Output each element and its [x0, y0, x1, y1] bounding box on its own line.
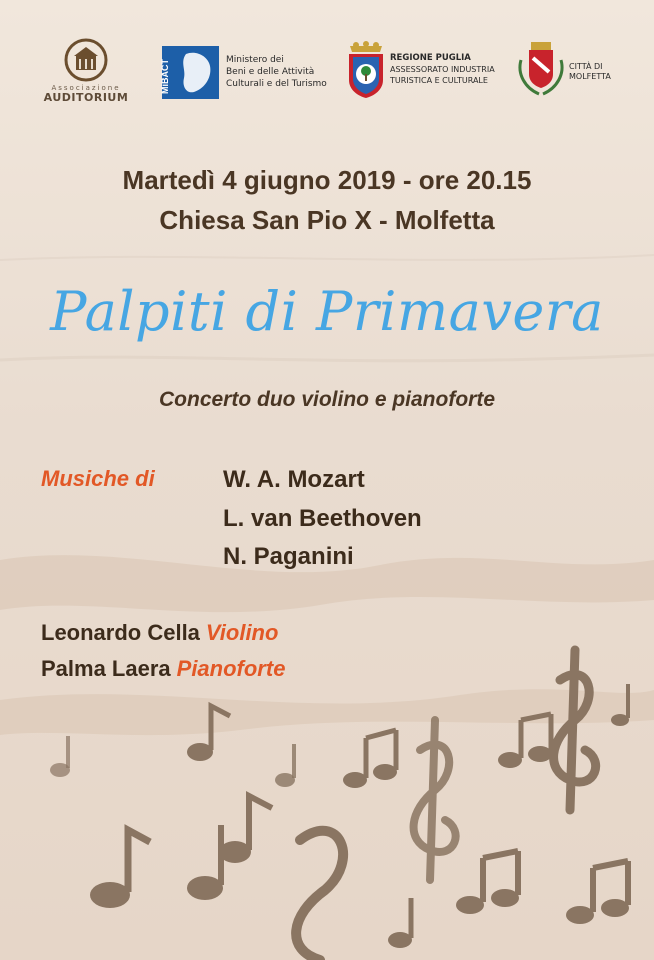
- beamed-notes-icon: [566, 906, 594, 924]
- puglia-line2: ASSESSORATO INDUSTRIA: [390, 65, 495, 74]
- performer-instrument: Pianoforte: [176, 656, 286, 681]
- concert-subtitle: Concerto duo violino e pianoforte: [159, 388, 495, 411]
- event-venue: Chiesa San Pio X - Molfetta: [159, 205, 495, 235]
- auditorium-line1: Associazione: [51, 84, 121, 92]
- performer-name: Palma Laera: [41, 656, 171, 681]
- treble-clef-icon: [414, 720, 456, 880]
- mibact-logo: [162, 46, 327, 102]
- event-date-time: Martedì 4 giugno 2019 - ore 20.15: [122, 165, 532, 195]
- mibact-badge-text: MiBACT: [160, 59, 170, 94]
- mibact-badge: [162, 46, 219, 99]
- puglia-crest-icon: [346, 40, 386, 100]
- auditorium-line2: AUDITORIUM: [43, 91, 129, 104]
- molfetta-crest-icon: [515, 40, 567, 100]
- composer-3: N. Paganini: [223, 543, 354, 570]
- composer-1: W. A. Mozart: [223, 466, 365, 493]
- molfetta-line1: CITTÀ DI: [569, 62, 603, 71]
- molfetta-line2: MOLFETTA: [569, 72, 611, 81]
- mibact-line3: Culturali e del Turismo: [226, 79, 327, 89]
- treble-clef-icon: [554, 650, 596, 810]
- quarter-note-icon: [388, 932, 412, 948]
- puglia-line3: TURISTICA E CULTURALE: [390, 76, 488, 85]
- molfetta-text: [569, 62, 611, 82]
- mibact-line2: Beni e delle Attività: [226, 67, 315, 77]
- auditorium-logo: [36, 38, 136, 110]
- beamed-notes-icon: [456, 896, 484, 914]
- citta-molfetta-logo: [515, 40, 625, 102]
- regione-puglia-logo: [346, 40, 516, 102]
- beamed-notes-icon: [498, 752, 522, 768]
- puglia-line1: REGIONE PUGLIA: [390, 53, 471, 63]
- mibact-emblem-icon: [162, 46, 219, 99]
- auditorium-emblem-icon: [64, 38, 108, 82]
- treble-clef-icon: [296, 831, 343, 960]
- mibact-line1: Ministero dei: [226, 55, 284, 65]
- concert-title: Palpiti di Primavera: [50, 280, 604, 343]
- music-notes-decoration: [0, 640, 654, 960]
- performer-name: Leonardo Cella: [41, 620, 200, 645]
- eighth-note-icon: [187, 876, 223, 900]
- composer-2: L. van Beethoven: [223, 505, 422, 532]
- eighth-note-icon: [90, 882, 130, 908]
- program-label: Musiche di: [41, 466, 155, 491]
- mibact-text: [226, 54, 327, 90]
- beamed-notes-icon: [343, 772, 367, 788]
- performer-instrument: Violino: [205, 620, 279, 645]
- puglia-text: [390, 52, 495, 86]
